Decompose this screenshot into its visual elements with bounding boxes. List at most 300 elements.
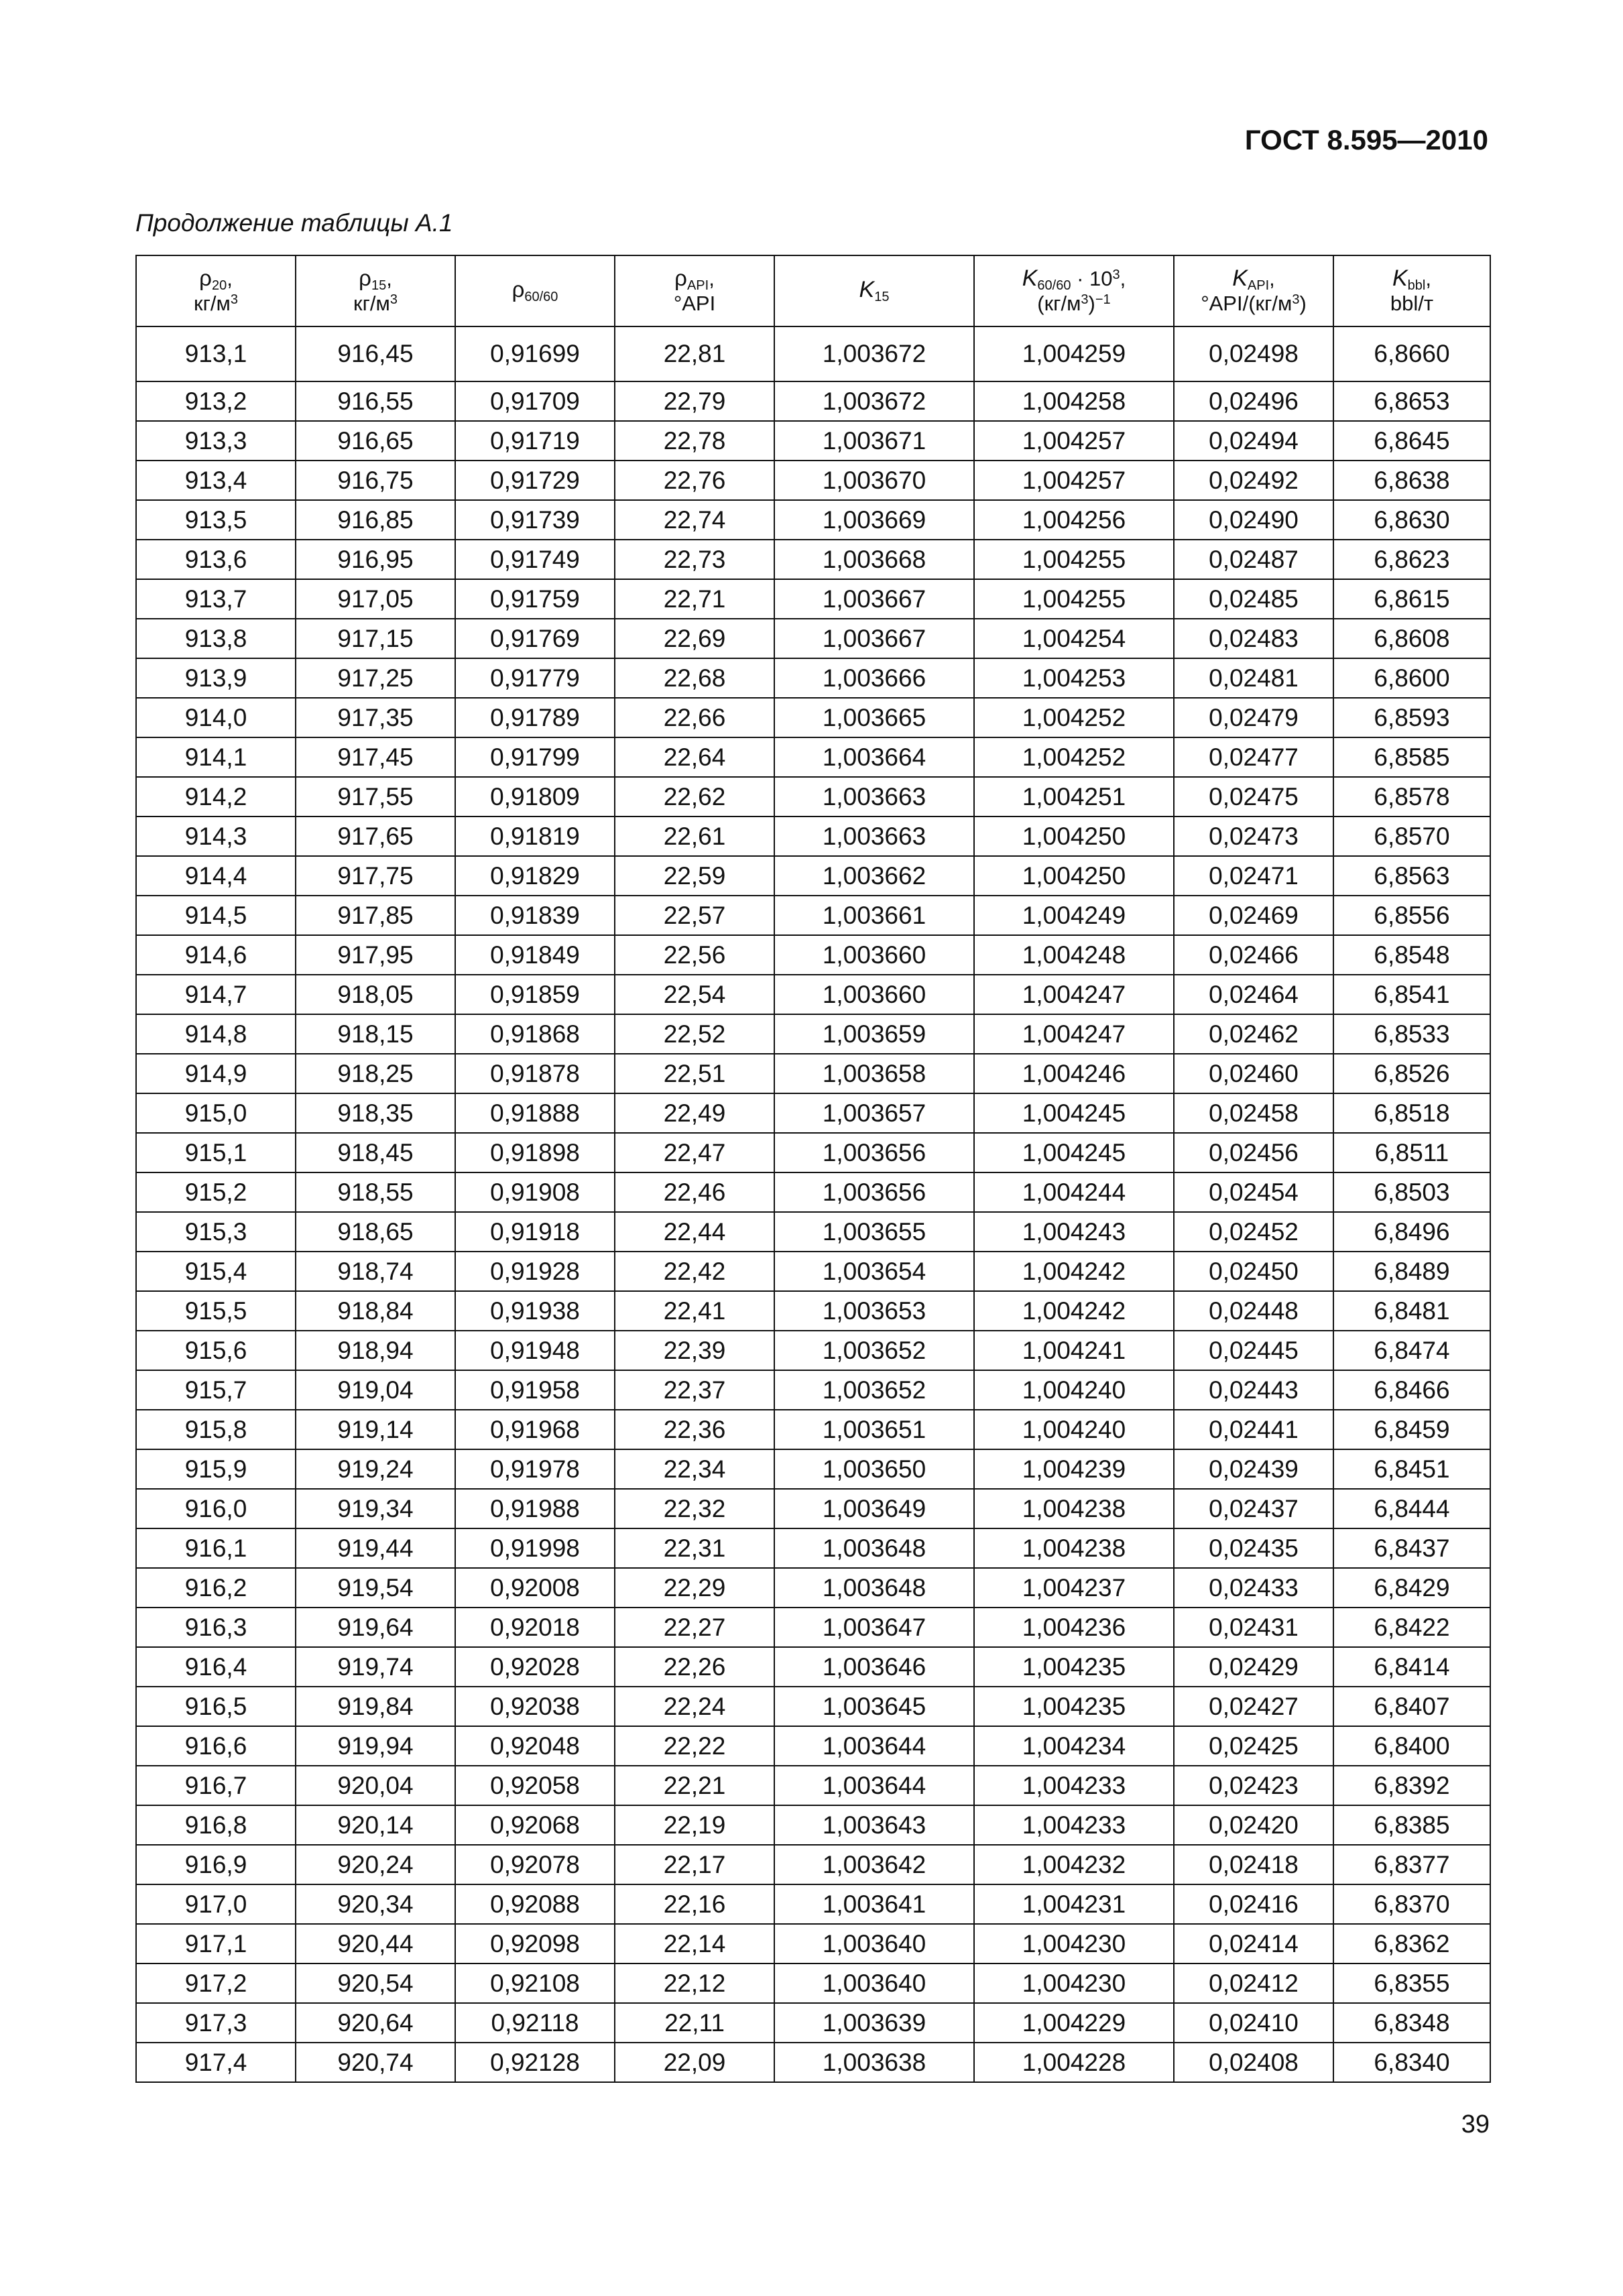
table-cell: 1,003653 xyxy=(774,1291,974,1331)
table-cell: 1,003641 xyxy=(774,1884,974,1924)
table-cell: 1,003660 xyxy=(774,975,974,1014)
table-cell: 1,003662 xyxy=(774,856,974,896)
table-cell: 1,004233 xyxy=(974,1766,1174,1805)
table-cell: 0,92058 xyxy=(455,1766,615,1805)
table-cell: 919,04 xyxy=(296,1370,455,1410)
table-cell: 0,92078 xyxy=(455,1845,615,1884)
table-cell: 22,31 xyxy=(615,1528,774,1568)
table-row xyxy=(136,421,1490,461)
table-cell: 0,91699 xyxy=(455,326,615,381)
table-cell: 0,92018 xyxy=(455,1608,615,1647)
table-row xyxy=(136,461,1490,500)
table-cell: 0,92008 xyxy=(455,1568,615,1608)
table-cell: 916,2 xyxy=(136,1568,296,1608)
table-cell: 915,1 xyxy=(136,1133,296,1172)
table-cell: 6,8414 xyxy=(1333,1647,1490,1687)
table-cell: 6,8623 xyxy=(1333,540,1490,579)
table-cell: 0,92048 xyxy=(455,1726,615,1766)
table-cell: 920,04 xyxy=(296,1766,455,1805)
table-cell: 916,6 xyxy=(136,1726,296,1766)
table-cell: 917,35 xyxy=(296,698,455,737)
table-cell: 917,75 xyxy=(296,856,455,896)
table-cell: 0,02479 xyxy=(1174,698,1333,737)
table-row xyxy=(136,1528,1490,1568)
table-cell: 1,004232 xyxy=(974,1845,1174,1884)
table-cell: 22,64 xyxy=(615,737,774,777)
table-row xyxy=(136,1489,1490,1528)
table-cell: 6,8630 xyxy=(1333,500,1490,540)
table-cell: 22,61 xyxy=(615,817,774,856)
table-cell: 22,21 xyxy=(615,1766,774,1805)
table-cell: 915,8 xyxy=(136,1410,296,1449)
table-row xyxy=(136,1687,1490,1726)
table-cell: 0,91709 xyxy=(455,381,615,421)
table-cell: 913,6 xyxy=(136,540,296,579)
table-cell: 0,91988 xyxy=(455,1489,615,1528)
table-cell: 22,24 xyxy=(615,1687,774,1726)
table-cell: 1,003639 xyxy=(774,2003,974,2043)
table-cell: 6,8548 xyxy=(1333,935,1490,975)
table-cell: 0,91719 xyxy=(455,421,615,461)
table-cell: 915,9 xyxy=(136,1449,296,1489)
table-cell: 6,8340 xyxy=(1333,2043,1490,2082)
table-cell: 916,1 xyxy=(136,1528,296,1568)
table-row xyxy=(136,1410,1490,1449)
table-cell: 0,91769 xyxy=(455,619,615,658)
table-row xyxy=(136,1331,1490,1370)
table-cell: 1,004253 xyxy=(974,658,1174,698)
table-cell: 1,004235 xyxy=(974,1647,1174,1687)
table-cell: 1,004249 xyxy=(974,896,1174,935)
table-cell: 1,004231 xyxy=(974,1884,1174,1924)
table-cell: 0,02445 xyxy=(1174,1331,1333,1370)
table-cell: 919,74 xyxy=(296,1647,455,1687)
table-cell: 0,02490 xyxy=(1174,500,1333,540)
table-cell: 6,8496 xyxy=(1333,1212,1490,1252)
table-cell: 1,004248 xyxy=(974,935,1174,975)
table-cell: 0,02471 xyxy=(1174,856,1333,896)
table-cell: 22,36 xyxy=(615,1410,774,1449)
table-cell: 6,8437 xyxy=(1333,1528,1490,1568)
table-cell: 0,02494 xyxy=(1174,421,1333,461)
table-cell: 919,64 xyxy=(296,1608,455,1647)
table-cell: 1,003668 xyxy=(774,540,974,579)
table-cell: 919,44 xyxy=(296,1528,455,1568)
table-cell: 1,004256 xyxy=(974,500,1174,540)
table-cell: 916,7 xyxy=(136,1766,296,1805)
table-cell: 6,8348 xyxy=(1333,2003,1490,2043)
table-cell: 6,8400 xyxy=(1333,1726,1490,1766)
table-cell: 6,8518 xyxy=(1333,1093,1490,1133)
table-cell: 0,02481 xyxy=(1174,658,1333,698)
table-cell: 22,11 xyxy=(615,2003,774,2043)
table-cell: 913,1 xyxy=(136,326,296,381)
table-cell: 22,14 xyxy=(615,1924,774,1963)
table-cell: 914,1 xyxy=(136,737,296,777)
table-row xyxy=(136,1924,1490,1963)
table-cell: 0,91849 xyxy=(455,935,615,975)
table-cell: 1,003647 xyxy=(774,1608,974,1647)
table-cell: 22,34 xyxy=(615,1449,774,1489)
table-cell: 6,8466 xyxy=(1333,1370,1490,1410)
table-cell: 0,02448 xyxy=(1174,1291,1333,1331)
table-cell: 1,004238 xyxy=(974,1489,1174,1528)
table-row xyxy=(136,500,1490,540)
table-cell: 0,91928 xyxy=(455,1252,615,1291)
table-cell: 1,003658 xyxy=(774,1054,974,1093)
table-cell: 1,003638 xyxy=(774,2043,974,2082)
table-row xyxy=(136,658,1490,698)
table-cell: 1,003640 xyxy=(774,1924,974,1963)
table-cell: 22,54 xyxy=(615,975,774,1014)
table-cell: 1,004250 xyxy=(974,817,1174,856)
table-cell: 0,02420 xyxy=(1174,1805,1333,1845)
table-cell: 918,55 xyxy=(296,1172,455,1212)
table-cell: 1,003640 xyxy=(774,1963,974,2003)
table-cell: 920,14 xyxy=(296,1805,455,1845)
table-cell: 0,91878 xyxy=(455,1054,615,1093)
table-cell: 0,02454 xyxy=(1174,1172,1333,1212)
table-cell: 6,8570 xyxy=(1333,817,1490,856)
table-cell: 918,84 xyxy=(296,1291,455,1331)
table-cell: 914,6 xyxy=(136,935,296,975)
table-cell: 913,7 xyxy=(136,579,296,619)
table-cell: 22,26 xyxy=(615,1647,774,1687)
table-row xyxy=(136,326,1490,381)
table-row xyxy=(136,1172,1490,1212)
table-cell: 915,5 xyxy=(136,1291,296,1331)
table-row xyxy=(136,817,1490,856)
table-cell: 919,24 xyxy=(296,1449,455,1489)
table-cell: 0,91789 xyxy=(455,698,615,737)
table-cell: 1,003667 xyxy=(774,579,974,619)
table-cell: 1,003645 xyxy=(774,1687,974,1726)
table-cell: 0,02464 xyxy=(1174,975,1333,1014)
table-cell: 6,8481 xyxy=(1333,1291,1490,1331)
table-cell: 0,02456 xyxy=(1174,1133,1333,1172)
column-header-k-api: $K_{API}$, $^\circ API/(кг/м^3)$ xyxy=(1174,255,1333,326)
table-cell: 6,8377 xyxy=(1333,1845,1490,1884)
table-cell: 1,003652 xyxy=(774,1331,974,1370)
table-cell: 917,3 xyxy=(136,2003,296,2043)
table-cell: 6,8511 xyxy=(1333,1133,1490,1172)
table-cell: 0,91749 xyxy=(455,540,615,579)
table-cell: 6,8615 xyxy=(1333,579,1490,619)
table-cell: 0,91958 xyxy=(455,1370,615,1410)
table-cell: 913,2 xyxy=(136,381,296,421)
table-row xyxy=(136,1845,1490,1884)
table-cell: 0,02485 xyxy=(1174,579,1333,619)
table-cell: 1,003649 xyxy=(774,1489,974,1528)
table-cell: 0,02473 xyxy=(1174,817,1333,856)
table-cell: 0,02437 xyxy=(1174,1489,1333,1528)
table-cell: 22,09 xyxy=(615,2043,774,2082)
table-cell: 917,55 xyxy=(296,777,455,817)
table-cell: 916,55 xyxy=(296,381,455,421)
table-cell: 0,02452 xyxy=(1174,1212,1333,1252)
table-row xyxy=(136,2043,1490,2082)
table-cell: 22,56 xyxy=(615,935,774,975)
table-row xyxy=(136,1568,1490,1608)
table-cell: 22,76 xyxy=(615,461,774,500)
table-cell: 22,16 xyxy=(615,1884,774,1924)
table-cell: 916,75 xyxy=(296,461,455,500)
table-row xyxy=(136,1963,1490,2003)
table-cell: 919,14 xyxy=(296,1410,455,1449)
table-caption: Продолжение таблицы А.1 xyxy=(135,209,453,237)
table-cell: 914,0 xyxy=(136,698,296,737)
table-cell: 917,4 xyxy=(136,2043,296,2082)
table-cell: 22,62 xyxy=(615,777,774,817)
column-header-rho20: $\rho_{20}$, $кг/м^3$ xyxy=(136,255,296,326)
table-cell: 1,003667 xyxy=(774,619,974,658)
table-cell: 1,004236 xyxy=(974,1608,1174,1647)
table-cell: 6,8385 xyxy=(1333,1805,1490,1845)
table-cell: 0,91729 xyxy=(455,461,615,500)
table-cell: 0,02429 xyxy=(1174,1647,1333,1687)
table-cell: 1,004254 xyxy=(974,619,1174,658)
table-cell: 914,5 xyxy=(136,896,296,935)
table-cell: 918,45 xyxy=(296,1133,455,1172)
table-cell: 0,92088 xyxy=(455,1884,615,1924)
table-cell: 0,02416 xyxy=(1174,1884,1333,1924)
table-cell: 0,91809 xyxy=(455,777,615,817)
table-cell: 1,004250 xyxy=(974,856,1174,896)
table-cell: 0,02487 xyxy=(1174,540,1333,579)
table-row xyxy=(136,619,1490,658)
table-cell: 0,02427 xyxy=(1174,1687,1333,1726)
table-cell: 22,44 xyxy=(615,1212,774,1252)
table-cell: 1,004240 xyxy=(974,1370,1174,1410)
table-cell: 22,78 xyxy=(615,421,774,461)
table-cell: 22,41 xyxy=(615,1291,774,1331)
table-cell: 22,19 xyxy=(615,1805,774,1845)
table-row xyxy=(136,1054,1490,1093)
table-cell: 0,02460 xyxy=(1174,1054,1333,1093)
table-row xyxy=(136,698,1490,737)
table-cell: 1,003660 xyxy=(774,935,974,975)
table-row xyxy=(136,975,1490,1014)
table-cell: 916,3 xyxy=(136,1608,296,1647)
table-cell: 919,94 xyxy=(296,1726,455,1766)
table-cell: 6,8503 xyxy=(1333,1172,1490,1212)
table-cell: 1,004244 xyxy=(974,1172,1174,1212)
table-cell: 1,004234 xyxy=(974,1726,1174,1766)
table-cell: 918,35 xyxy=(296,1093,455,1133)
table-cell: 1,004229 xyxy=(974,2003,1174,2043)
table-cell: 1,004251 xyxy=(974,777,1174,817)
table-cell: 917,15 xyxy=(296,619,455,658)
table-cell: 0,91948 xyxy=(455,1331,615,1370)
table-cell: 917,1 xyxy=(136,1924,296,1963)
table-cell: 0,91799 xyxy=(455,737,615,777)
table-cell: 0,02496 xyxy=(1174,381,1333,421)
table-cell: 6,8444 xyxy=(1333,1489,1490,1528)
table-cell: 1,004243 xyxy=(974,1212,1174,1252)
table-cell: 22,42 xyxy=(615,1252,774,1291)
table-cell: 1,003661 xyxy=(774,896,974,935)
column-header-rho6060: $\rho_{60/60}$ xyxy=(455,255,615,326)
table-cell: 22,73 xyxy=(615,540,774,579)
table-cell: 920,24 xyxy=(296,1845,455,1884)
table-cell: 0,91908 xyxy=(455,1172,615,1212)
table-cell: 6,8660 xyxy=(1333,326,1490,381)
table-cell: 1,004230 xyxy=(974,1963,1174,2003)
table-cell: 22,68 xyxy=(615,658,774,698)
table-cell: 0,02466 xyxy=(1174,935,1333,975)
table-cell: 914,4 xyxy=(136,856,296,896)
table-cell: 1,003663 xyxy=(774,817,974,856)
table-cell: 0,91968 xyxy=(455,1410,615,1449)
table-cell: 1,003663 xyxy=(774,777,974,817)
table-cell: 1,004257 xyxy=(974,461,1174,500)
table-cell: 0,92118 xyxy=(455,2003,615,2043)
table-cell: 0,91759 xyxy=(455,579,615,619)
table-row xyxy=(136,737,1490,777)
table-cell: 914,7 xyxy=(136,975,296,1014)
table-cell: 917,0 xyxy=(136,1884,296,1924)
table-cell: 1,003670 xyxy=(774,461,974,500)
table-cell: 6,8526 xyxy=(1333,1054,1490,1093)
document-standard-title: ГОСТ 8.595—2010 xyxy=(1244,124,1488,156)
table-cell: 1,003644 xyxy=(774,1766,974,1805)
table-cell: 917,85 xyxy=(296,896,455,935)
table-cell: 916,65 xyxy=(296,421,455,461)
table-cell: 6,8645 xyxy=(1333,421,1490,461)
table-row xyxy=(136,1449,1490,1489)
table-cell: 0,91819 xyxy=(455,817,615,856)
table-cell: 1,003657 xyxy=(774,1093,974,1133)
table-row xyxy=(136,777,1490,817)
table-cell: 1,004247 xyxy=(974,1014,1174,1054)
table-cell: 915,3 xyxy=(136,1212,296,1252)
table-cell: 916,9 xyxy=(136,1845,296,1884)
table-cell: 22,57 xyxy=(615,896,774,935)
table-cell: 917,05 xyxy=(296,579,455,619)
table-cell: 1,004245 xyxy=(974,1093,1174,1133)
table-cell: 1,003656 xyxy=(774,1133,974,1172)
table-cell: 6,8638 xyxy=(1333,461,1490,500)
table-row xyxy=(136,1093,1490,1133)
table-cell: 1,003650 xyxy=(774,1449,974,1489)
table-header-row xyxy=(136,255,1490,326)
table-cell: 0,02443 xyxy=(1174,1370,1333,1410)
table-cell: 22,27 xyxy=(615,1608,774,1647)
table-row xyxy=(136,381,1490,421)
table-row xyxy=(136,540,1490,579)
table-cell: 1,004259 xyxy=(974,326,1174,381)
column-header-rho-api: $\rho_{API}$, °API xyxy=(615,255,774,326)
table-cell: 1,003665 xyxy=(774,698,974,737)
table-cell: 918,74 xyxy=(296,1252,455,1291)
table-cell: 918,94 xyxy=(296,1331,455,1370)
table-cell: 22,37 xyxy=(615,1370,774,1410)
table-cell: 22,17 xyxy=(615,1845,774,1884)
table-cell: 0,91998 xyxy=(455,1528,615,1568)
table-cell: 0,02435 xyxy=(1174,1528,1333,1568)
table-cell: 0,02410 xyxy=(1174,2003,1333,2043)
table-cell: 0,91829 xyxy=(455,856,615,896)
table-cell: 913,8 xyxy=(136,619,296,658)
table-cell: 1,004239 xyxy=(974,1449,1174,1489)
table-cell: 0,02431 xyxy=(1174,1608,1333,1647)
table-cell: 0,92128 xyxy=(455,2043,615,2082)
table-row xyxy=(136,1726,1490,1766)
table-cell: 0,02458 xyxy=(1174,1093,1333,1133)
table-cell: 0,02439 xyxy=(1174,1449,1333,1489)
table-cell: 1,004242 xyxy=(974,1252,1174,1291)
table-cell: 1,004230 xyxy=(974,1924,1174,1963)
table-cell: 1,004252 xyxy=(974,737,1174,777)
table-cell: 22,71 xyxy=(615,579,774,619)
table-cell: 22,47 xyxy=(615,1133,774,1172)
table-cell: 6,8593 xyxy=(1333,698,1490,737)
table-row xyxy=(136,1014,1490,1054)
table-cell: 914,3 xyxy=(136,817,296,856)
table-cell: 1,003664 xyxy=(774,737,974,777)
table-cell: 0,91839 xyxy=(455,896,615,935)
table-cell: 22,81 xyxy=(615,326,774,381)
table-cell: 0,91938 xyxy=(455,1291,615,1331)
table-body xyxy=(136,326,1490,2082)
table-cell: 6,8459 xyxy=(1333,1410,1490,1449)
table-cell: 1,004240 xyxy=(974,1410,1174,1449)
table-cell: 918,15 xyxy=(296,1014,455,1054)
table-cell: 1,004255 xyxy=(974,579,1174,619)
table-cell: 918,05 xyxy=(296,975,455,1014)
table-cell: 1,004252 xyxy=(974,698,1174,737)
table-row xyxy=(136,935,1490,975)
table-cell: 1,003652 xyxy=(774,1370,974,1410)
table-cell: 22,69 xyxy=(615,619,774,658)
table-cell: 6,8600 xyxy=(1333,658,1490,698)
table-cell: 1,003651 xyxy=(774,1410,974,1449)
table-cell: 1,004241 xyxy=(974,1331,1174,1370)
table-cell: 6,8578 xyxy=(1333,777,1490,817)
table-cell: 916,45 xyxy=(296,326,455,381)
table-cell: 0,91868 xyxy=(455,1014,615,1054)
table-cell: 920,54 xyxy=(296,1963,455,2003)
table-cell: 22,79 xyxy=(615,381,774,421)
table-cell: 1,003672 xyxy=(774,326,974,381)
data-table xyxy=(135,255,1491,2083)
table-cell: 22,51 xyxy=(615,1054,774,1093)
table-cell: 1,003671 xyxy=(774,421,974,461)
table-cell: 1,004257 xyxy=(974,421,1174,461)
table-cell: 917,2 xyxy=(136,1963,296,2003)
table-cell: 22,22 xyxy=(615,1726,774,1766)
table-cell: 913,9 xyxy=(136,658,296,698)
table-cell: 0,02408 xyxy=(1174,2043,1333,2082)
table-cell: 1,004233 xyxy=(974,1805,1174,1845)
table-cell: 915,6 xyxy=(136,1331,296,1370)
table-row xyxy=(136,1805,1490,1845)
table-cell: 0,92108 xyxy=(455,1963,615,2003)
table-cell: 0,02414 xyxy=(1174,1924,1333,1963)
table-cell: 920,34 xyxy=(296,1884,455,1924)
table-cell: 6,8370 xyxy=(1333,1884,1490,1924)
table-cell: 0,02469 xyxy=(1174,896,1333,935)
table-cell: 1,003655 xyxy=(774,1212,974,1252)
table-cell: 0,02498 xyxy=(1174,326,1333,381)
table-cell: 1,003656 xyxy=(774,1172,974,1212)
table-cell: 22,74 xyxy=(615,500,774,540)
table-cell: 916,85 xyxy=(296,500,455,540)
table-row xyxy=(136,1291,1490,1331)
column-header-k-bbl: $K_{bbl}$, bbl/т xyxy=(1333,255,1490,326)
column-header-k15: $K_{15}$ xyxy=(774,255,974,326)
table-cell: 22,59 xyxy=(615,856,774,896)
